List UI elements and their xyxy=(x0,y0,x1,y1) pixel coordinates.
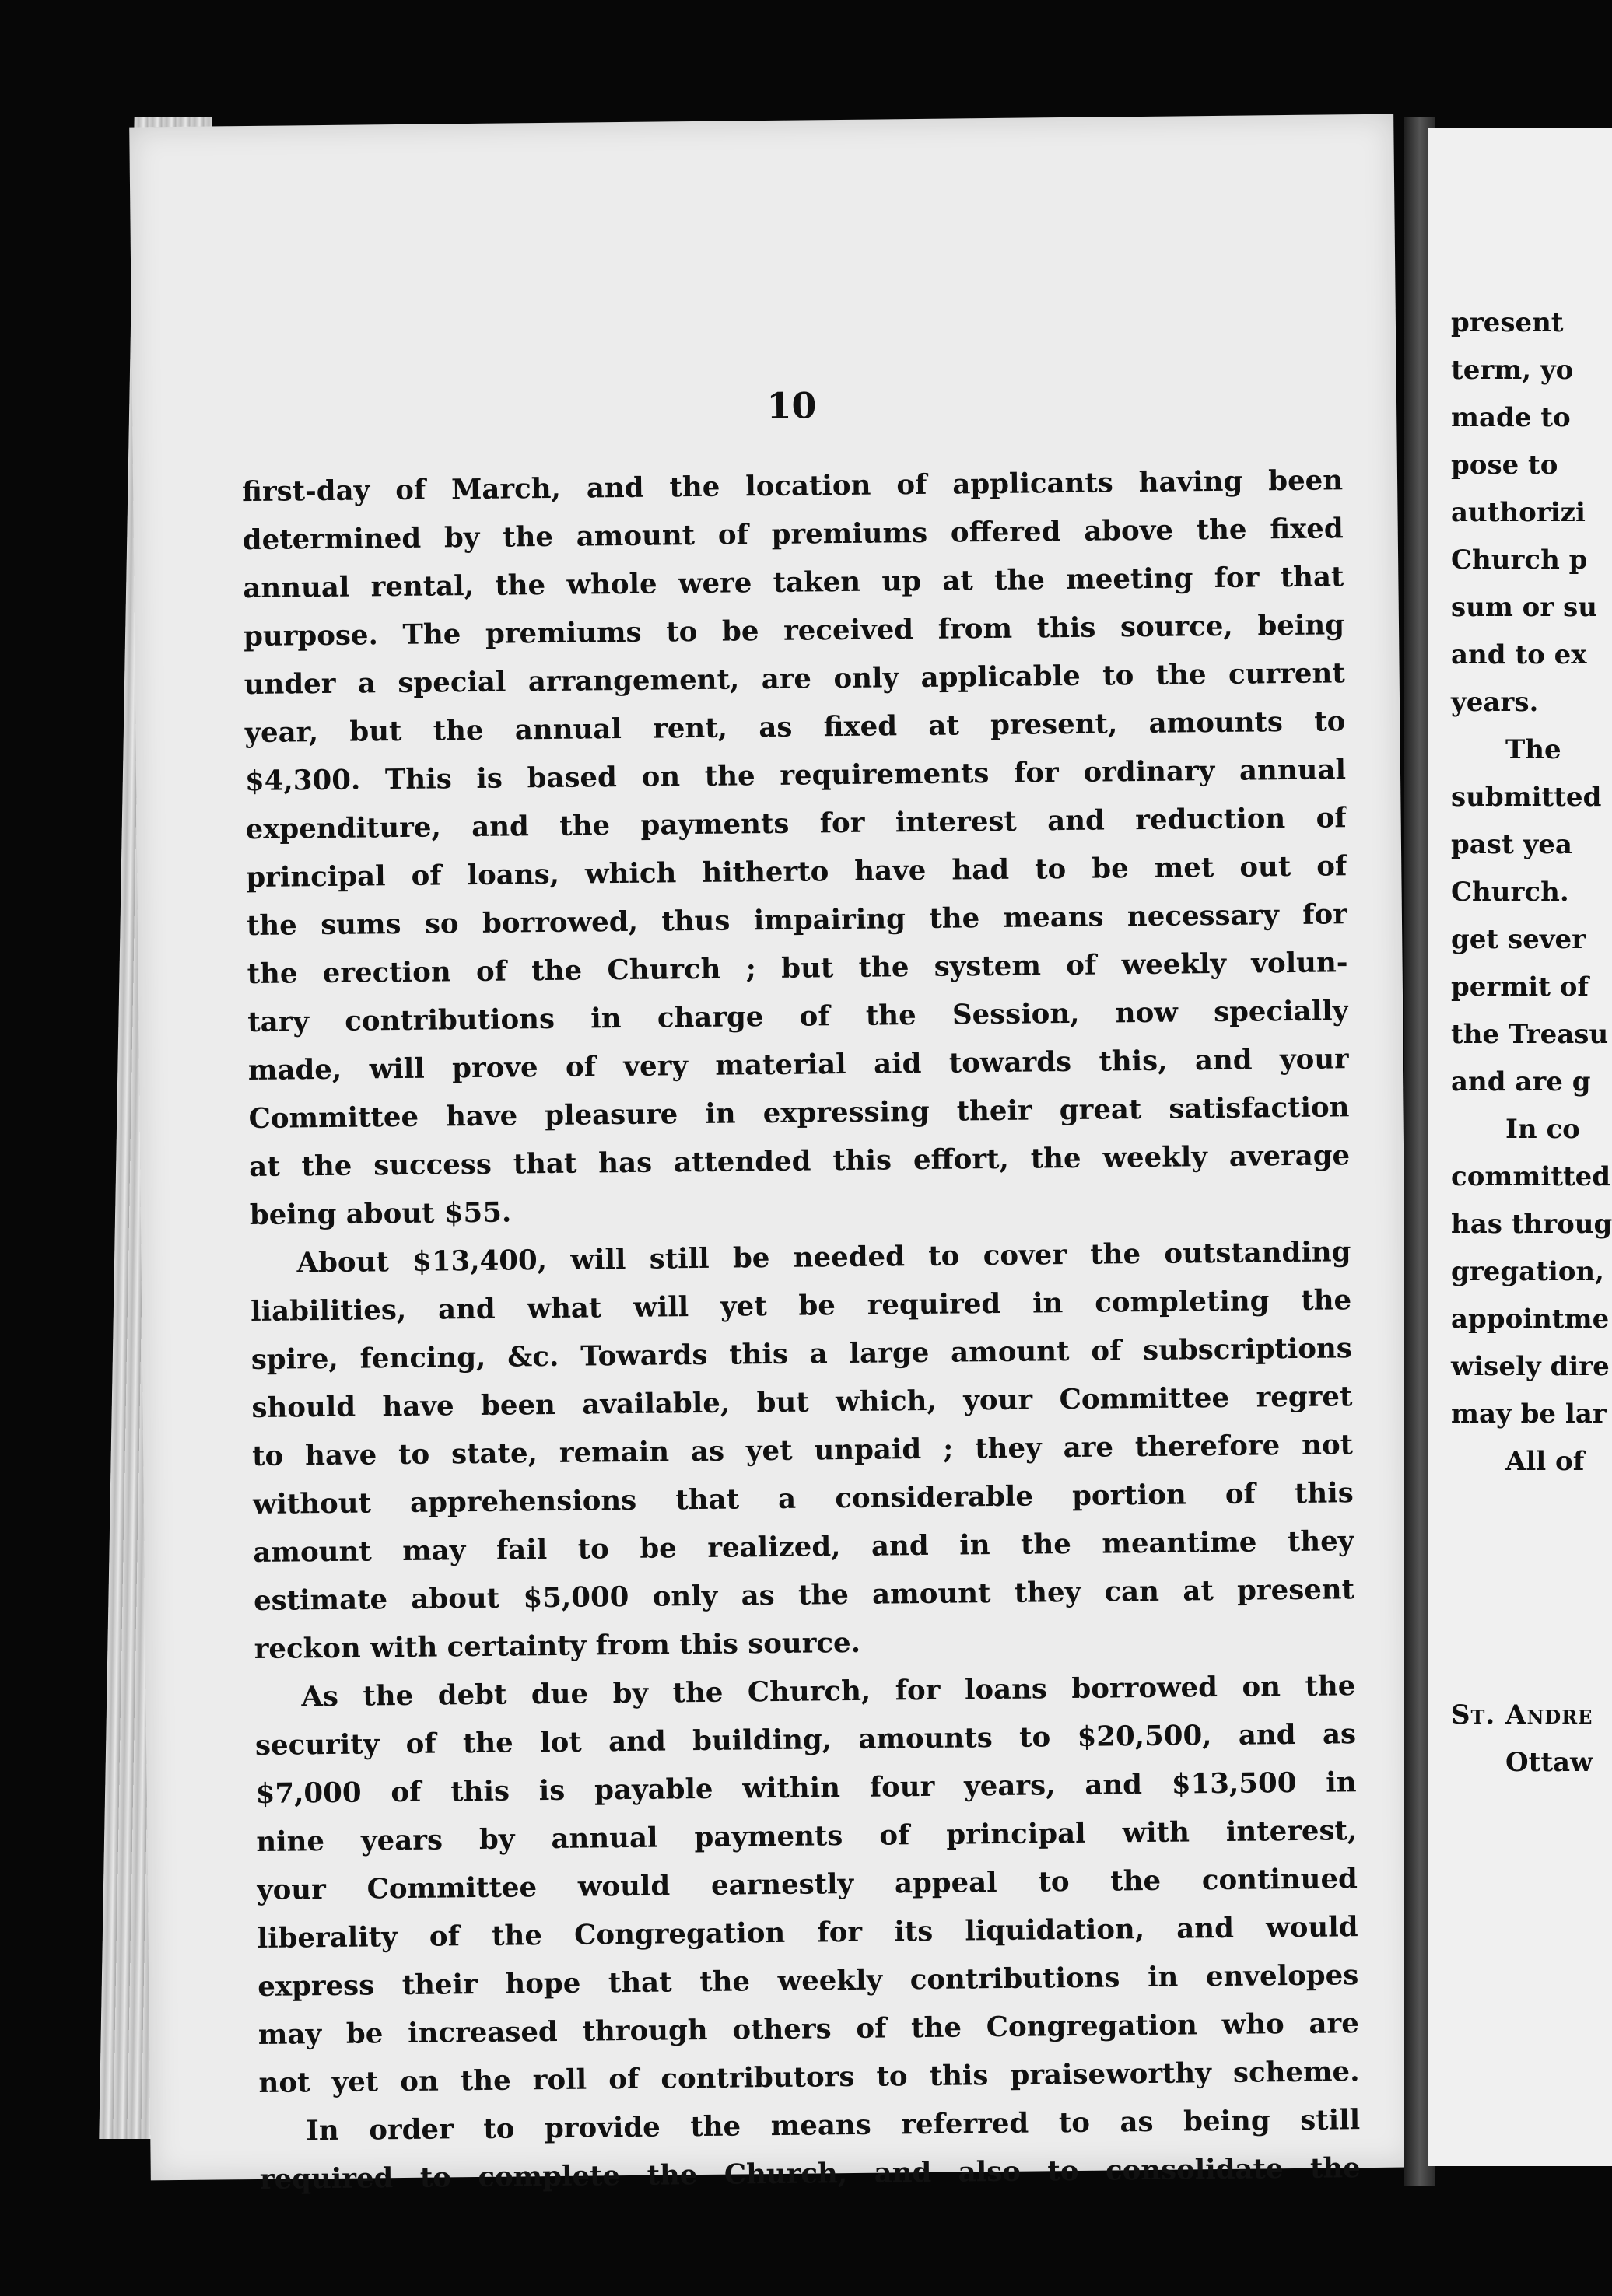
text-line: nine years by annual payments of principal with interest, xyxy=(256,1815,1358,1858)
text-line: As the debt due by the Church, for loans borrowed on the xyxy=(301,1670,1356,1713)
text-line: estimate about $5,000 only as the amount they can at present xyxy=(253,1573,1355,1618)
text-line: under a special arrangement, are only applicable to the current xyxy=(244,657,1345,702)
right-page-text xyxy=(1451,299,1612,1778)
text-line: reckon with certainty from this source. xyxy=(254,1626,861,1666)
right-text-line: wisely dire xyxy=(1451,1351,1610,1382)
signature-church-name: St. Andre xyxy=(1451,1699,1593,1731)
text-line: Committee have pleasure in expressing their great satisfaction xyxy=(248,1091,1350,1136)
text-line: spire, fencing, &c. Towards this a large amount of subscriptions xyxy=(251,1332,1352,1377)
text-line: should have been available, but which, your Committee regret xyxy=(251,1381,1353,1425)
text-line: security of the lot and building, amounts to $20,500, and as xyxy=(254,1718,1357,1762)
right-text-line: The xyxy=(1505,734,1561,765)
left-page-content xyxy=(240,254,1361,2196)
text-line: the erection of the Church ; but the system of weekly volun- xyxy=(247,947,1348,991)
left-page xyxy=(129,114,1415,2196)
text-line: annual rental, the whole were taken up at the meeting for that xyxy=(243,561,1344,605)
text-line: your Committee would earnestly appeal to the continued xyxy=(256,1863,1358,1906)
right-text-line: and to ex xyxy=(1451,639,1587,670)
right-text-line: Church. xyxy=(1451,877,1569,908)
right-text-line: submitted xyxy=(1451,782,1602,813)
right-text-line: gregation, xyxy=(1451,1256,1604,1287)
text-line: amount may fail to be realized, and in the meantime they xyxy=(253,1525,1354,1570)
text-line: liberality of the Congregation for its liquidation, and would xyxy=(257,1911,1358,1955)
right-text-line: made to xyxy=(1451,402,1571,433)
right-text-line: authorizi xyxy=(1451,497,1586,528)
text-line: liabilities, and what will yet be required in completing the xyxy=(250,1284,1352,1328)
right-text-line: years. xyxy=(1451,687,1539,718)
text-line: purpose. The premiums to be received from this source, being xyxy=(243,609,1345,653)
text-line: expenditure, and the payments for interest and reduction of xyxy=(245,802,1347,846)
text-line: principal of loans, which hitherto have had to be met out of xyxy=(246,850,1347,894)
right-text-line: sum or su xyxy=(1451,592,1597,623)
text-line: to have to state, remain as yet unpaid ; they are therefore not xyxy=(251,1429,1354,1473)
text-line: required to complete the Church, and also to consolidate the xyxy=(259,2152,1361,2196)
right-page-signature xyxy=(1451,1692,1612,1787)
text-line: first-day of March, and the location of applicants having been xyxy=(241,464,1344,509)
right-text-line: In co xyxy=(1505,1114,1580,1145)
text-line: About $13,400, will still be needed to cover the outstanding xyxy=(296,1236,1351,1279)
right-text-line: pose to xyxy=(1451,450,1558,481)
text-line: without apprehensions that a considerable portion of this xyxy=(252,1477,1354,1521)
text-line: $7,000 of this is payable within four years, and $13,500 in xyxy=(255,1766,1357,1810)
text-line: not yet on the roll of contributors to this praiseworthy scheme. xyxy=(258,2056,1360,2099)
left-page-text xyxy=(242,457,1361,2204)
right-text-line: Church p xyxy=(1451,544,1588,576)
text-line: made, will prove of very material aid towards this, and your xyxy=(247,1043,1350,1087)
right-text-line: present xyxy=(1451,307,1564,338)
right-text-line: and are g xyxy=(1451,1066,1591,1097)
text-line: the sums so borrowed, thus impairing the means necessary for xyxy=(246,898,1348,943)
text-line: may be increased through others of the Congregation who are xyxy=(258,2007,1360,2051)
text-line: determined by the amount of premiums offered above the fixed xyxy=(242,513,1344,557)
right-text-line: the Treasu xyxy=(1451,1019,1609,1050)
right-text-line: term, yo xyxy=(1451,355,1574,386)
right-text-line: All of xyxy=(1505,1446,1585,1477)
right-page xyxy=(1428,128,1612,2166)
right-text-line: permit of xyxy=(1451,971,1589,1003)
right-text-line: get sever xyxy=(1451,924,1586,955)
text-line: being about $55. xyxy=(249,1196,512,1232)
text-line: In order to provide the means referred to as being still xyxy=(305,2104,1361,2147)
right-text-line: may be lar xyxy=(1451,1398,1607,1430)
text-line: express their hope that the weekly contributions in envelopes xyxy=(258,1959,1359,2003)
text-line: $4,300. This is based on the requirements for ordinary annual xyxy=(244,754,1347,798)
right-text-line: has throug xyxy=(1451,1209,1612,1240)
page-number: 10 xyxy=(766,384,817,428)
text-line: year, but the annual rent, as fixed at present, amounts to xyxy=(244,705,1346,750)
text-line: at the success that has attended this effort, the weekly average xyxy=(249,1139,1351,1184)
right-text-line: committed xyxy=(1451,1161,1611,1192)
right-text-line: appointme xyxy=(1451,1304,1610,1335)
signature-city: Ottaw xyxy=(1505,1747,1593,1778)
text-line: tary contributions in charge of the Session, now specially xyxy=(247,995,1349,1039)
right-text-line: past yea xyxy=(1451,829,1572,860)
